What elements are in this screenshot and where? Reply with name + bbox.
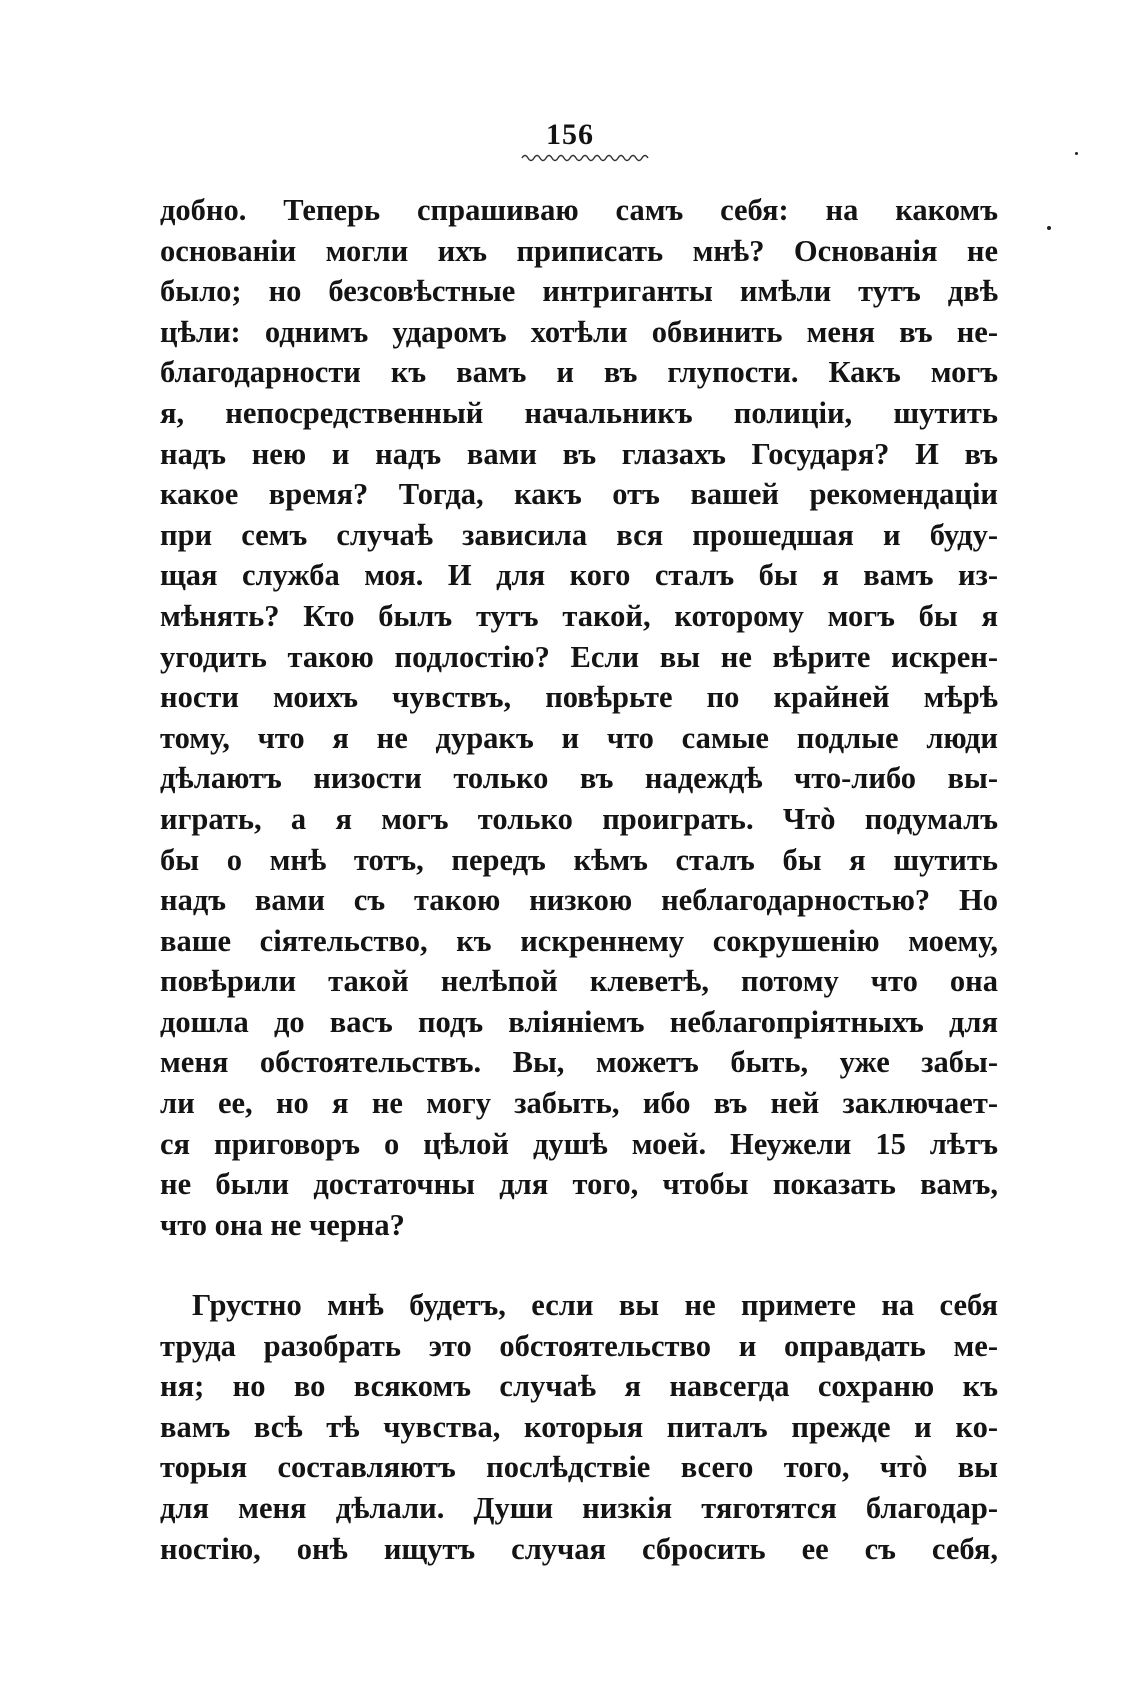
paragraph-1 — [160, 190, 998, 1245]
text-line: цѣли: однимъ ударомъ хотѣли обвинить меня въ не- — [160, 314, 998, 349]
text-line: ся приговоръ о цѣлой душѣ моей. Неужели 15 лѣтъ — [160, 1126, 998, 1161]
text-line: ности моихъ чувствъ, повѣрьте по крайней мѣрѣ — [160, 680, 998, 715]
paragraph-2 — [160, 1285, 998, 1569]
text-line: вамъ всѣ тѣ чувства, которыя питалъ прежде и ко- — [160, 1409, 998, 1444]
text-line: для меня дѣлали. Души низкiя тяготятся благодар- — [160, 1490, 998, 1525]
text-line: труда разобрать это обстоятельство и оправдать ме- — [160, 1328, 998, 1363]
text-line: при семъ случаѣ зависила вся прошедшая и буду- — [160, 517, 998, 552]
text-line: ли ее, но я не могу забыть, ибо въ ней заключает- — [160, 1086, 998, 1121]
page-number: 156 — [546, 118, 594, 151]
text-line: надъ вами съ такою низкою неблагодарностью? Но — [160, 883, 998, 918]
text-line: повѣрили такой нелѣпой клеветѣ, потому что она — [160, 964, 998, 999]
text-line: ня; но во всякомъ случаѣ я навсегда сохраню къ — [160, 1369, 998, 1404]
text-line: я, непосредственный начальникъ полицiи, шутить — [160, 395, 998, 430]
text-line: надъ нею и надъ вами въ глазахъ Государя? И въ — [160, 436, 998, 471]
text-line: какое время? Тогда, какъ отъ вашей рекомендацiи — [160, 477, 998, 512]
text-line: тому, что я не дуракъ и что самые подлые люди — [160, 720, 998, 755]
text-line: не были достаточны для того, чтобы показать вамъ, — [160, 1167, 998, 1202]
text-line: щая служба моя. И для кого сталъ бы я вамъ из- — [160, 558, 998, 593]
text-line: угодить такою подлостiю? Если вы не вѣрите искрен- — [160, 639, 998, 674]
print-speck — [1075, 152, 1078, 155]
text-line: играть, а я могъ только проиграть. Чтò подумалъ — [160, 801, 998, 836]
text-line: торыя составляютъ послѣдствiе всего того, чтò вы — [160, 1450, 998, 1485]
text-line: дошла до васъ подъ влiянiемъ неблагопрiятныхъ для — [160, 1004, 998, 1039]
text-line: что она не черна? — [160, 1207, 405, 1242]
text-line: основанiи могли ихъ приписать мнѣ? Основанiя не — [160, 233, 998, 268]
print-speck — [1047, 226, 1051, 230]
text-line: бы о мнѣ тотъ, передъ кѣмъ сталъ бы я шутить — [160, 842, 998, 877]
wavy-rule-ornament — [520, 152, 650, 164]
text-line: ваше сiятельство, къ искреннему сокрушенiю моему, — [160, 923, 998, 958]
text-line: добно. Теперь спрашиваю самъ себя: на какомъ — [160, 193, 998, 227]
text-line: благодарности къ вамъ и въ глупости. Какъ могъ — [160, 355, 998, 390]
text-line: дѣлаютъ низости только въ надеждѣ что-либо вы- — [160, 761, 998, 796]
text-line: меня обстоятельствъ. Вы, можетъ быть, уже забы- — [160, 1045, 998, 1080]
text-line: было; но безсовѣстные интриганты имѣли тутъ двѣ — [160, 274, 998, 309]
text-line: Грустно мнѣ будетъ, если вы не примете на себя — [192, 1288, 998, 1322]
text-line: ностiю, онѣ ищутъ случая сбросить ее съ себя, — [160, 1531, 998, 1566]
text-line: мѣнять? Кто былъ тутъ такой, которому могъ бы я — [160, 598, 998, 633]
